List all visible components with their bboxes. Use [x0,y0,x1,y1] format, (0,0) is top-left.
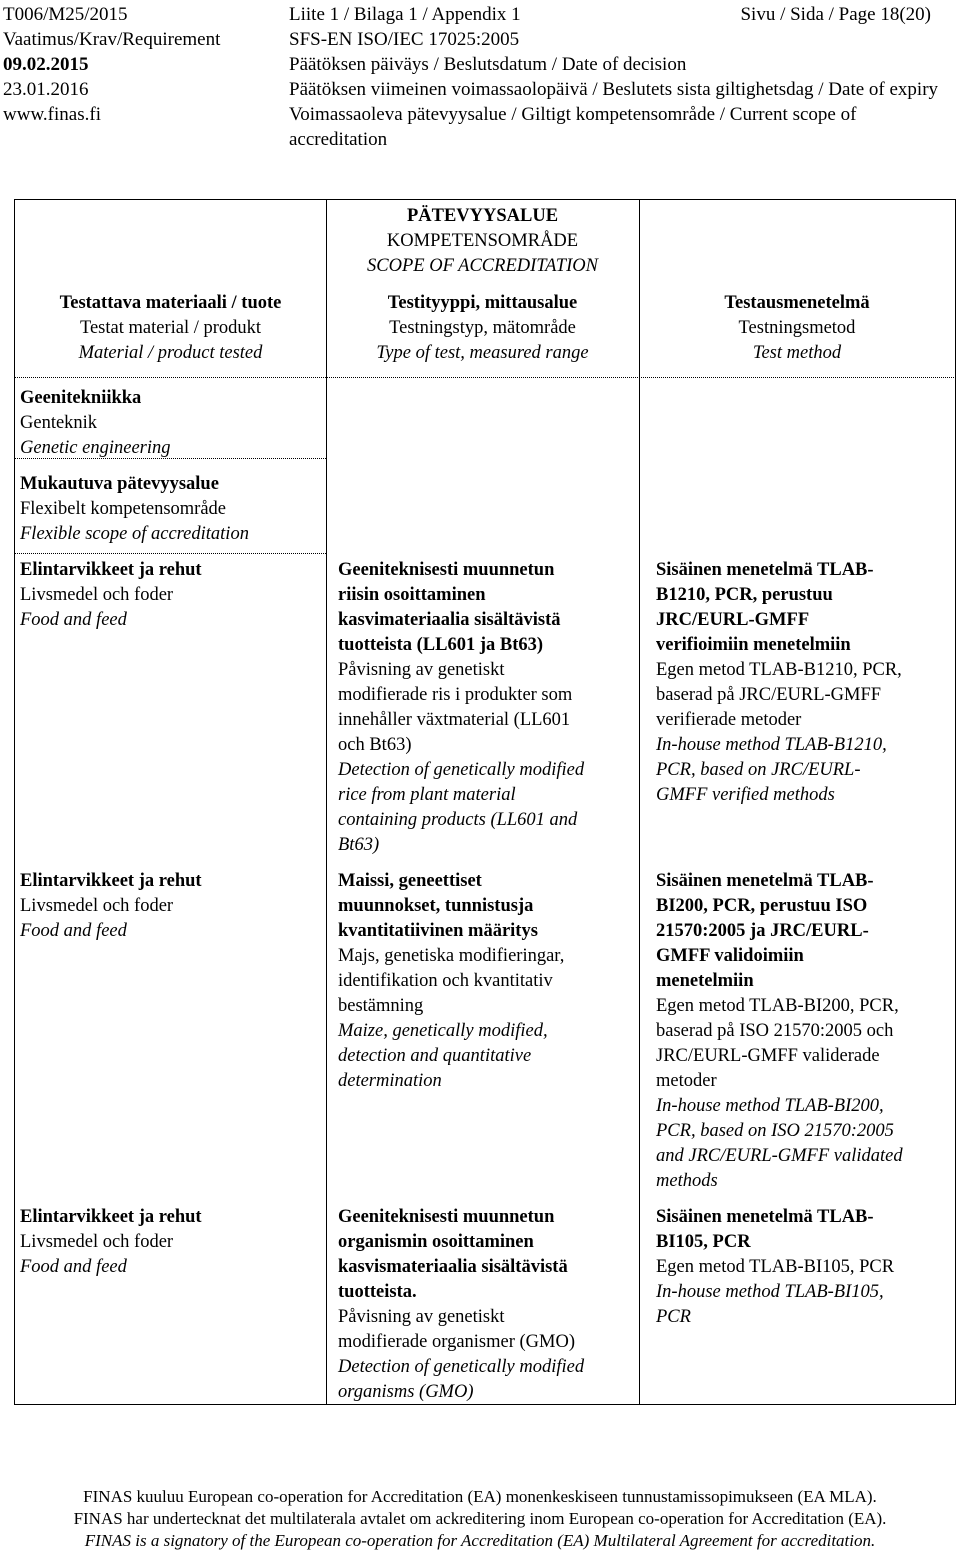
type-sv-line: modifierade ris i produkter som [338,685,573,705]
method-fi-line: BI105, PCR [656,1232,751,1252]
method-fi-line: BI200, PCR, perustuu ISO [656,896,868,916]
scope-table [14,199,956,1405]
scope-title-fi: PÄTEVYYSALUE [406,206,559,226]
type-fi-line: tuotteista. [338,1282,417,1302]
type-en-line: detection and quantitative [338,1046,532,1066]
method-fi-line: menetelmiin [656,971,754,991]
requirement-label: Vaatimus/Krav/Requirement [3,29,221,50]
flexible-fi: Mukautuva pätevyysalue [20,474,219,494]
expiry-date-label: Päätöksen viimeinen voimassaolopäivä / Beslutets sista giltighetsdag / Date of expiry [289,79,939,100]
method-fi-line: 21570:2005 ja JRC/EURL- [656,921,869,941]
method-fi-line: GMFF validoimiin [656,946,804,966]
type-sv-line: Påvisning av genetiskt [338,660,505,680]
material-sv: Livsmedel och foder [20,896,174,916]
method-en-line: PCR [656,1307,691,1327]
scope-title [326,204,639,279]
flexible-en: Flexible scope of accreditation [20,524,249,544]
method-sv-line: Egen metod TLAB-B1210, PCR, [656,660,902,680]
method-sv-line: Egen metod TLAB-BI105, PCR [656,1257,895,1277]
type-fi-line: kasvismateriaalia sisältävistä [338,1257,568,1277]
row-1-material [20,558,320,633]
type-fi-line: kasvimateriaalia sisältävistä [338,610,561,630]
method-fi-line: Sisäinen menetelmä TLAB- [656,560,874,580]
type-fi-line: muunnokset, tunnistusja [338,896,534,916]
method-sv-line: baserad på ISO 21570:2005 och [656,1021,894,1041]
footer-line-fi: FINAS kuuluu European co-operation for Accreditation (EA) monenkeskiseen tunnustamissopimukseen (EA MLA). [83,1487,877,1506]
type-fi-line: tuotteista (LL601 ja Bt63) [338,635,544,655]
material-sv: Livsmedel och foder [20,585,174,605]
material-sv: Livsmedel och foder [20,1232,174,1252]
header-fi: Testityyppi, mittausalue [387,293,578,313]
material-en: Food and feed [20,610,127,630]
material-fi: Elintarvikkeet ja rehut [20,560,202,580]
header-sv: Testningsmetod [738,318,856,338]
row-1-type [338,558,636,858]
flexible-scope [20,472,320,547]
method-fi-line: verifioimiin menetelmiin [656,635,851,655]
type-sv-line: modifierade organismer (GMO) [338,1332,576,1352]
section-sv: Genteknik [20,413,98,433]
method-en-line: In-house method TLAB-BI105, [656,1282,884,1302]
method-fi-line: B1210, PCR, perustuu [656,585,833,605]
method-sv-line: metoder [656,1071,717,1091]
expiry-date: 23.01.2016 [3,79,89,100]
row-3-type [338,1205,636,1405]
column-divider [326,199,327,1405]
type-sv-line: Påvisning av genetiskt [338,1307,505,1327]
method-en-line: In-house method TLAB-B1210, [656,735,887,755]
scope-title-sv: KOMPETENSOMRÅDE [386,231,579,251]
material-en: Food and feed [20,1257,127,1277]
type-en-line: Detection of genetically modified [338,1357,585,1377]
column-header-type [326,291,639,366]
type-sv-line: identifikation och kvantitativ [338,971,553,991]
method-sv-line: Egen metod TLAB-BI200, PCR, [656,996,899,1016]
decision-date-label: Päätöksen päiväys / Beslutsdatum / Date of decision [289,54,687,75]
method-en-line: PCR, based on ISO 21570:2005 [656,1121,894,1141]
type-en-line: determination [338,1071,442,1091]
row-divider [326,377,956,378]
section-fi: Geenitekniikka [20,388,142,408]
scope-title-en: SCOPE OF ACCREDITATION [367,256,598,276]
header-en: Type of test, measured range [376,343,589,363]
type-fi-line: kvantitatiivinen määritys [338,921,538,941]
section-title [20,386,320,461]
flexible-sv: Flexibelt kompetensområde [20,499,227,519]
footer-line-sv: FINAS har undertecknat det multilaterala avtalet om ackreditering inom European co-operation for Accreditation (EA). [73,1509,887,1528]
header-en: Material / product tested [78,343,263,363]
header-en: Test method [752,343,842,363]
method-en-line: and JRC/EURL-GMFF validated [656,1146,903,1166]
method-fi-line: JRC/EURL-GMFF [656,610,810,630]
header-sv: Testningstyp, mätområde [389,318,576,338]
method-en-line: PCR, based on JRC/EURL- [656,760,861,780]
type-fi-line: Maissi, geneettiset [338,871,482,891]
material-fi: Elintarvikkeet ja rehut [20,871,202,891]
column-divider [639,199,640,1405]
type-fi-line: riisin osoittaminen [338,585,486,605]
type-en-line: Bt63) [338,835,380,855]
material-fi: Elintarvikkeet ja rehut [20,1207,202,1227]
annex-label: Liite 1 / Bilaga 1 / Appendix 1 [289,4,521,25]
method-sv-line: verifierade metoder [656,710,802,730]
row-3-material [20,1205,320,1280]
document-header-left [3,2,220,127]
material-en: Food and feed [20,921,127,941]
row-1-method [656,558,954,808]
row-divider [15,377,326,378]
type-sv-line: och Bt63) [338,735,412,755]
type-en-line: Maize, genetically modified, [338,1021,548,1041]
type-en-line: Detection of genetically modified [338,760,585,780]
column-header-method [639,291,955,366]
section-en: Genetic engineering [20,438,171,458]
type-fi-line: organismin osoittaminen [338,1232,534,1252]
decision-date: 09.02.2015 [3,54,89,75]
standard-label: SFS-EN ISO/IEC 17025:2005 [289,29,520,50]
document-footer [0,1486,960,1552]
row-3-method [656,1205,954,1330]
header-fi: Testattava materiaali / tuote [59,293,282,313]
method-sv-line: baserad på JRC/EURL-GMFF [656,685,882,705]
page-number: Sivu / Sida / Page 18(20) [740,4,931,25]
method-sv-line: JRC/EURL-GMFF validerade [656,1046,880,1066]
column-header-material [15,291,326,366]
type-en-line: containing products (LL601 and [338,810,578,830]
type-sv-line: bestämning [338,996,424,1016]
header-sv: Testat material / produkt [79,318,262,338]
current-scope-label: Voimassaoleva pätevyysalue / Giltigt kompetensområde / Current scope of accreditation [289,104,857,150]
method-en-line: GMFF verified methods [656,785,835,805]
type-en-line: rice from plant material [338,785,516,805]
row-2-type [338,869,636,1094]
type-fi-line: Geeniteknisesti muunnetun [338,560,555,580]
type-sv-line: innehåller växtmaterial (LL601 [338,710,571,730]
method-fi-line: Sisäinen menetelmä TLAB- [656,1207,874,1227]
footer-line-en: FINAS is a signatory of the European co-operation for Accreditation (EA) Multilateral Agreement for accreditation. [84,1531,876,1550]
method-en-line: methods [656,1171,718,1191]
row-2-material [20,869,320,944]
document-code: T006/M25/2015 [3,4,128,25]
row-divider [15,553,326,554]
type-en-line: organisms (GMO) [338,1382,474,1402]
website: www.finas.fi [3,104,101,125]
row-2-method [656,869,954,1194]
type-sv-line: Majs, genetiska modifieringar, [338,946,565,966]
header-fi: Testausmenetelmä [724,293,870,313]
type-fi-line: Geeniteknisesti muunnetun [338,1207,555,1227]
method-fi-line: Sisäinen menetelmä TLAB- [656,871,874,891]
method-en-line: In-house method TLAB-BI200, [656,1096,884,1116]
